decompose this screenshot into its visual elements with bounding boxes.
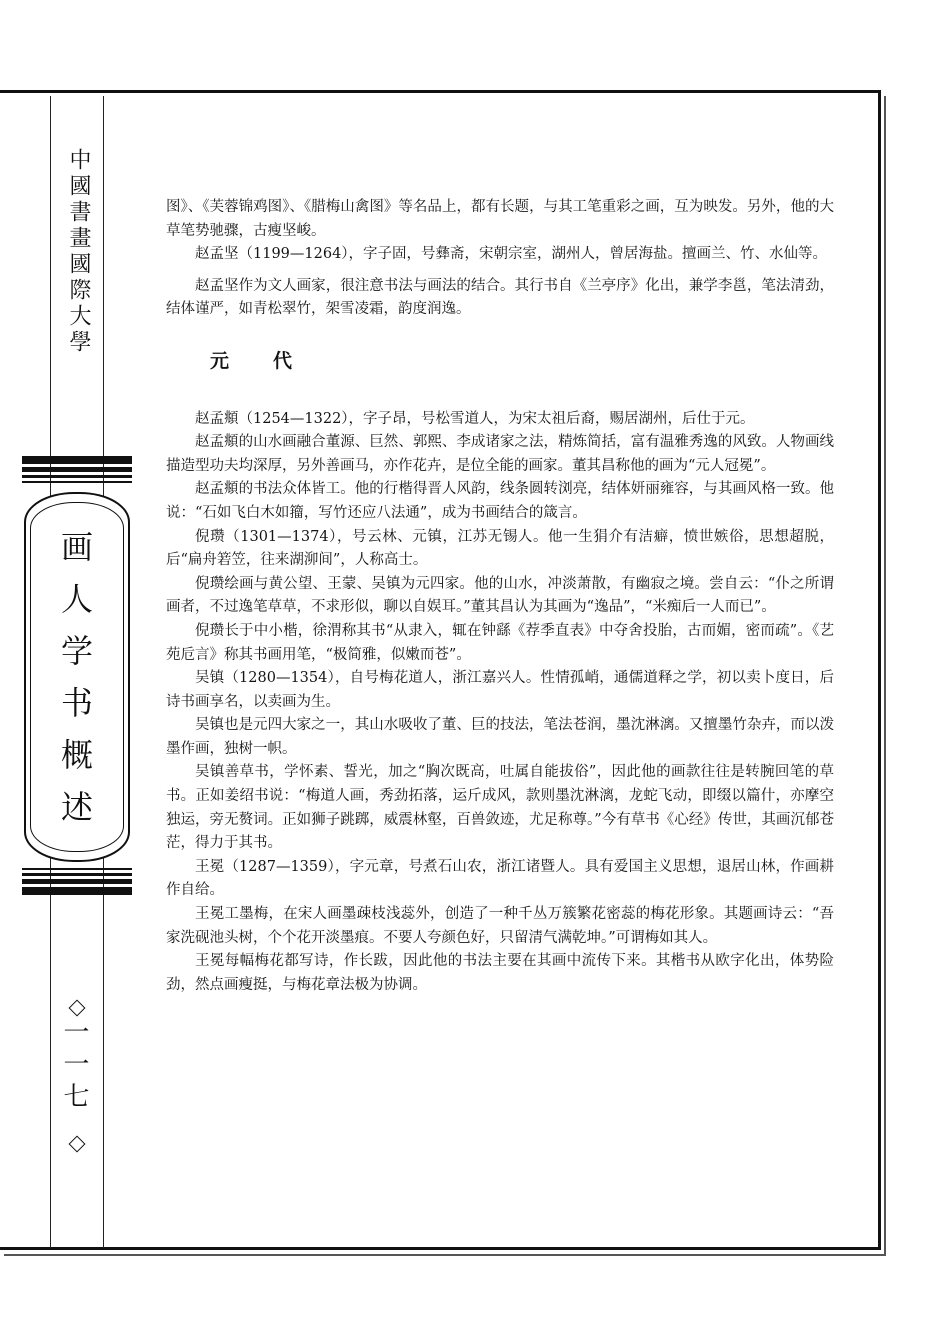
- paragraph: 吴镇善草书，学怀素、誓光，加之“胸次既高，吐属自能拔俗”，因此他的画款往往是转腕回笔的草书。正如姜绍书说：“梅道人画，秀劲拓落，运斤成风，款则墨沈淋漓，龙蛇飞动，即缀以篇什，亦摩空独运，旁无赘词。正如狮子跳踯，威震林壑，百兽敛迹，尤足称尊。”今有草书《心经》传世，其画沉郁苍茫，得力于其书。: [166, 764, 834, 852]
- decorative-bars-bottom: [22, 868, 132, 898]
- paragraph: 倪瓒长于中小楷，徐渭称其书“从隶入，辄在钟繇《荐季直表》中夺舍投胎，古而媚，密而疏”。《艺苑卮言》称其书画用笔，“极简雅，似嫩而苍”。: [166, 622, 834, 663]
- section-heading: 元代: [210, 349, 337, 372]
- university-title: 中國書畫國際大學: [66, 148, 91, 356]
- main-text: [166, 196, 834, 997]
- paragraph: 倪瓒（1301—1374），号云林、元镇，江苏无锡人。他一生狷介有洁癖，愤世嫉俗，思想超脱，后“扁舟箬笠，往来湖泖间”，人称高士。: [166, 528, 834, 569]
- book-title: 画人学书概述: [56, 530, 94, 842]
- paragraph: 赵孟坚（1199—1264），字子固，号彝斋，宋朝宗室，湖州人，曾居海盐。擅画兰、竹、水仙等。: [195, 246, 828, 263]
- paragraph: 图》、《芙蓉锦鸡图》、《腊梅山禽图》等名品上，都有长题，与其工笔重彩之画，互为映发。另外，他的大草笔势驰骤，古瘦坚峻。: [166, 199, 834, 239]
- paragraph: 赵孟頫（1254—1322），字子昂，号松雪道人，为宋太祖后裔，赐居湖州，后仕于元。: [195, 410, 755, 427]
- paragraph: 赵孟坚作为文人画家，很注意书法与画法的结合。其行书自《兰亭序》化出，兼学李邕，笔法清劲，结体谨严，如青松翠竹，架雪凌霜，韵度润逸。: [166, 277, 834, 318]
- page-number: 一一七: [59, 1018, 89, 1114]
- paragraph: 王冕（1287—1359），字元章，号煮石山农，浙江诸暨人。具有爱国主义思想，退居山林，作画耕作自给。: [166, 858, 834, 899]
- paragraph: 王冕工墨梅，在宋人画墨疎枝浅蕊外，创造了一种千丛万簇繁花密蕊的梅花形象。其题画诗云：“吾家洗砚池头树，个个花开淡墨痕。不要人夸颜色好，只留清气满乾坤。”可谓梅如其人。: [166, 906, 834, 946]
- paragraph: 王冕每幅梅花都写诗，作长跋，因此他的书法主要在其画中流传下来。其楷书从欧字化出，体势险劲，然点画瘦挺，与梅花章法极为协调。: [166, 953, 834, 993]
- paragraph: 吴镇也是元四大家之一，其山水吸收了董、巨的技法，笔法苍润，墨沈淋漓。又擅墨竹杂卉，而以泼墨作画，独树一帜。: [166, 717, 834, 757]
- paragraph: 倪瓒绘画与黄公望、王蒙、吴镇为元四家。他的山水，冲淡萧散，有幽寂之境。尝自云：“仆之所谓画者，不过逸笔草草，不求形似，聊以自娱耳。”董其昌认为其画为“逸品”，“米痴后一人而已”。: [166, 575, 834, 616]
- decorative-bars-top: [22, 456, 132, 486]
- paragraph: 赵孟頫的书法众体皆工。他的行楷得晋人风韵，线条圆转浏亮，结体妍丽雍容，与其画风格一致。他说：“石如飞白木如籀，写竹还应八法通”，成为书画结合的箴言。: [166, 481, 834, 521]
- paragraph: 赵孟頫的山水画融合董源、巨然、郭熙、李成诸家之法，精炼简括，富有温雅秀逸的风致。人物画线描造型功夫均深厚，另外善画马，亦作花卉，是位全能的画家。董其昌称他的画为“元人冠冕”。: [166, 434, 834, 474]
- paragraph: 吴镇（1280—1354），自号梅花道人，浙江嘉兴人。性情孤峭，通儒道释之学，初以卖卜度日，后诗书画享名，以卖画为生。: [166, 670, 834, 710]
